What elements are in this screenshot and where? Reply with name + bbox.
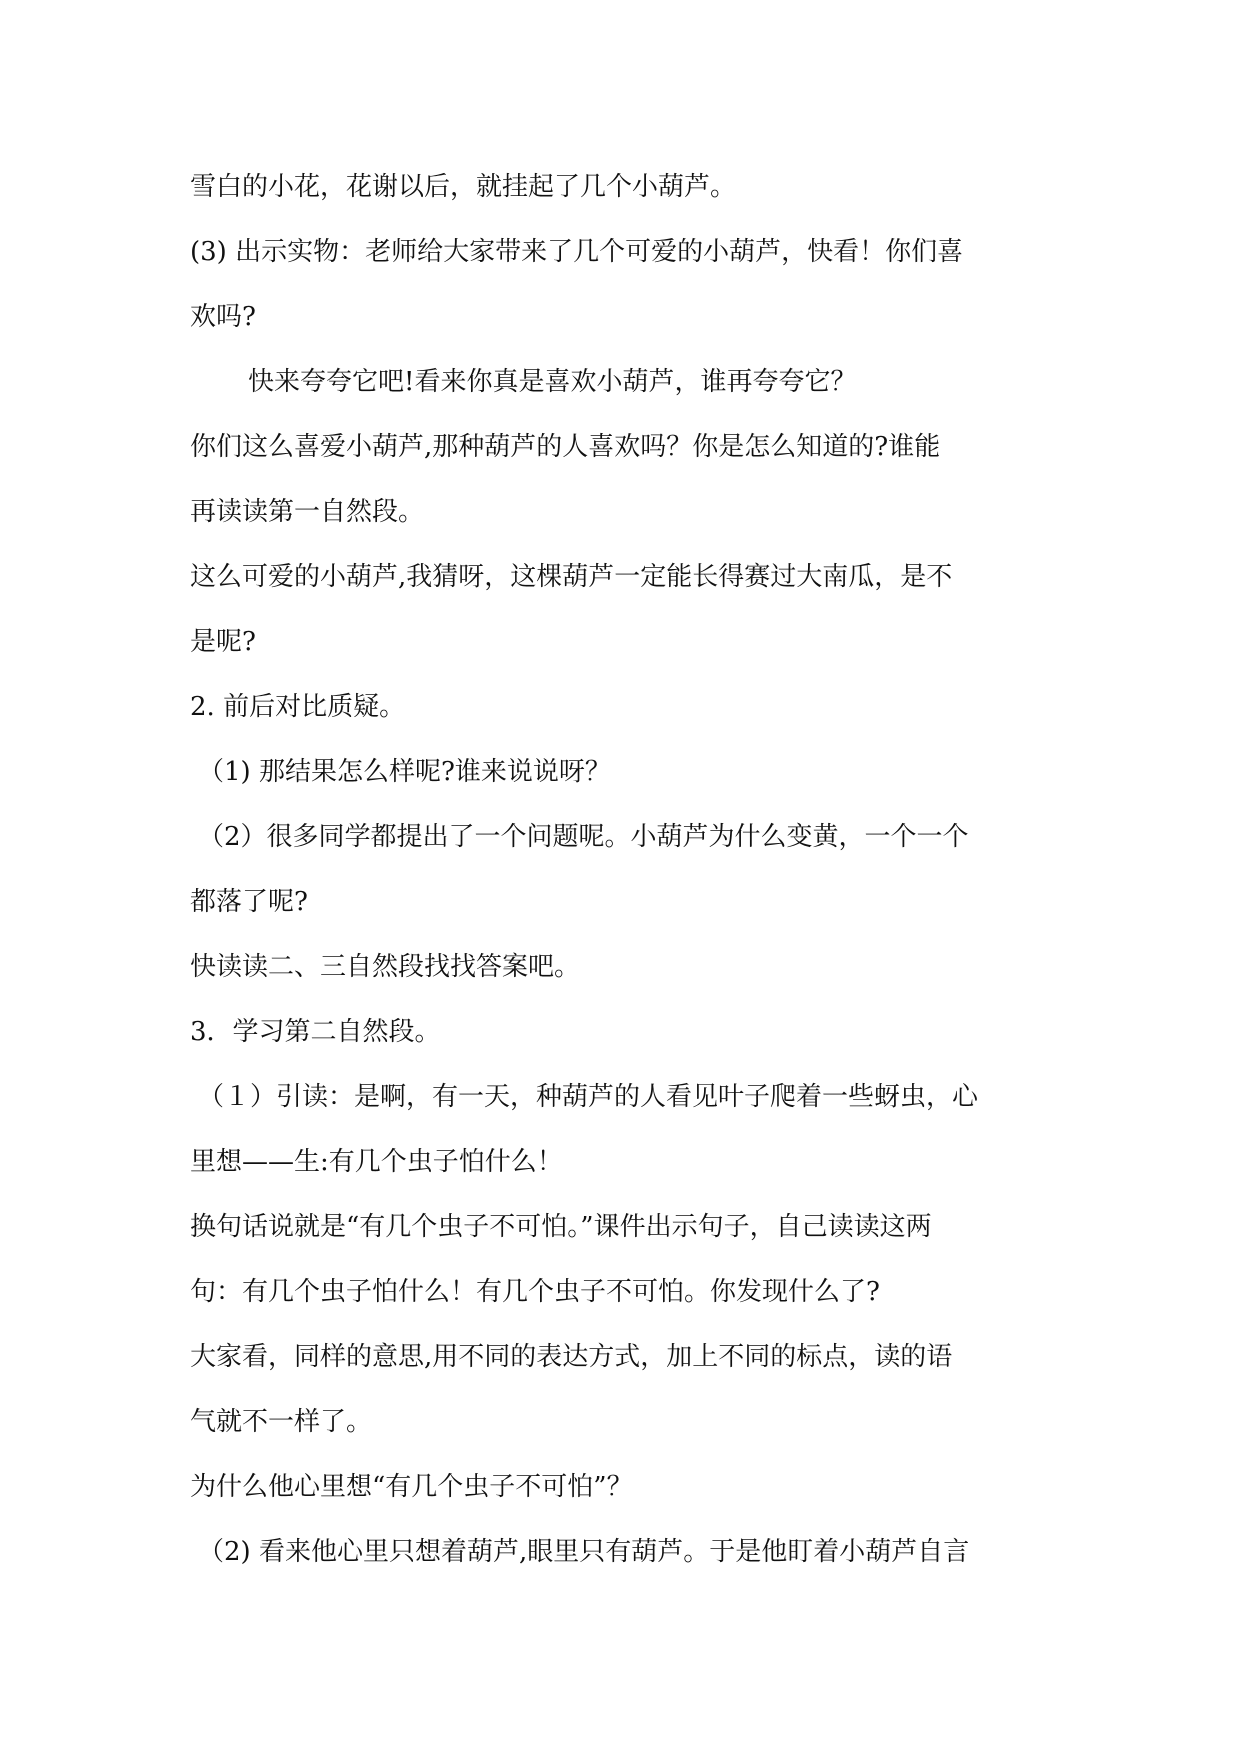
document-body xyxy=(190,155,1060,1585)
text-line: 气就不一样了。 xyxy=(190,1407,373,1437)
text-line: 快来夸夸它吧!看来你真是喜欢小葫芦，谁再夸夸它？ xyxy=(248,367,857,397)
text-line: 里想——生:有几个虫子怕什么！ xyxy=(190,1147,563,1177)
text-line: 换句话说就是“有几个虫子不可怕。”课件出示句子，自己读读这两 xyxy=(190,1212,932,1242)
text-line: （2）很多同学都提出了一个问题呢。小葫芦为什么变黄，一个一个 xyxy=(198,822,969,852)
section-heading: 3．学习第二自然段。 xyxy=(190,1017,441,1047)
text-line: 句：有几个虫子怕什么！有几个虫子不可怕。你发现什么了? xyxy=(190,1277,880,1307)
text-line: 你们这么喜爱小葫芦,那种葫芦的人喜欢吗？你是怎么知道的?谁能 xyxy=(190,432,941,462)
text-line: 都落了呢? xyxy=(190,887,308,917)
text-line: 欢吗? xyxy=(190,302,256,332)
text-line: (3) 出示实物：老师给大家带来了几个可爱的小葫芦，快看！你们喜 xyxy=(190,237,964,267)
text-line: 是呢? xyxy=(190,627,256,657)
text-line: 快读读二、三自然段找找答案吧。 xyxy=(190,952,581,982)
section-heading: 2. 前后对比质疑。 xyxy=(190,692,406,722)
text-line: 再读读第一自然段。 xyxy=(190,497,425,527)
text-line: （１）引读：是啊，有一天，种葫芦的人看见叶子爬着一些蚜虫，心 xyxy=(198,1082,979,1112)
text-line: 雪白的小花，花谢以后，就挂起了几个小葫芦。 xyxy=(190,172,737,202)
text-line: 大家看，同样的意思,用不同的表达方式，加上不同的标点，读的语 xyxy=(190,1342,953,1372)
text-line: 这么可爱的小葫芦,我猜呀，这棵葫芦一定能长得赛过大南瓜，是不 xyxy=(190,562,953,592)
text-line: 为什么他心里想“有几个虫子不可怕”？ xyxy=(190,1472,633,1502)
text-line: （1) 那结果怎么样呢?谁来说说呀？ xyxy=(198,757,611,787)
text-line: （2) 看来他心里只想着葫芦,眼里只有葫芦。于是他盯着小葫芦自言 xyxy=(198,1537,970,1567)
